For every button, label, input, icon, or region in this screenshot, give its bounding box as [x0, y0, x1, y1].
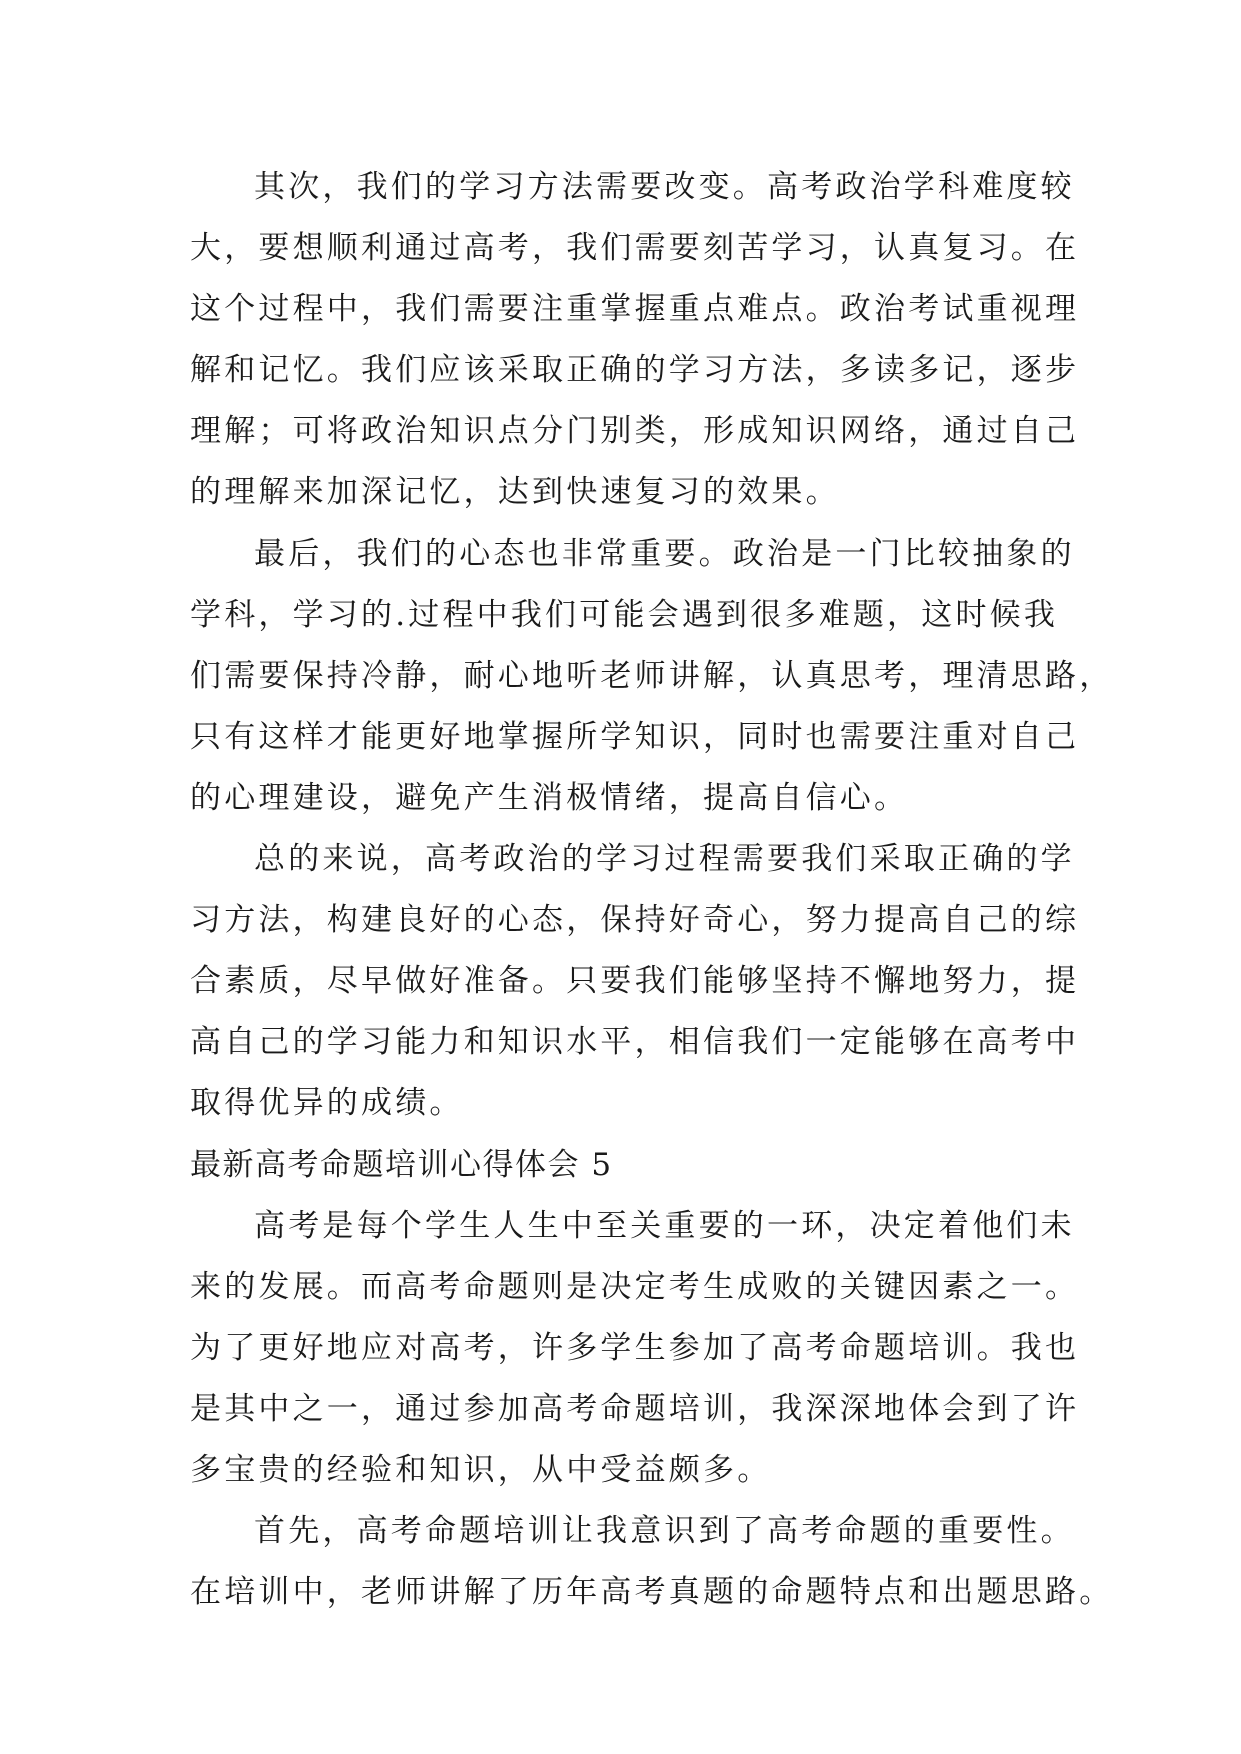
- text-line: 首先，高考命题培训让我意识到了高考命题的重要性。: [254, 1513, 1075, 1550]
- text-line: 在培训中，老师讲解了历年高考真题的命题特点和出题思路。: [190, 1574, 1114, 1611]
- section-heading: [190, 1135, 1050, 1196]
- text-line: 习方法，构建良好的心态，保持好奇心，努力提高自己的综: [190, 902, 1080, 939]
- text-line: 来的发展。而高考命题则是决定考生成败的关键因素之一。: [190, 1268, 1080, 1305]
- paragraph-first: [190, 1501, 1114, 1623]
- text-line: 是其中之一，通过参加高考命题培训，我深深地体会到了许: [190, 1390, 1080, 1427]
- text-line: 解和记忆。我们应该采取正确的学习方法，多读多记，逐步: [190, 352, 1080, 389]
- text-line: 的心理建设，避免产生消极情绪，提高自信心。: [190, 779, 909, 816]
- text-line: 理解；可将政治知识点分门别类，形成知识网络，通过自己: [190, 413, 1080, 450]
- text-line: 合素质，尽早做好准备。只要我们能够坚持不懈地努力，提: [190, 963, 1080, 1000]
- text-line: 高考是每个学生人生中至关重要的一环，决定着他们未: [254, 1207, 1075, 1244]
- text-line: 取得优异的成绩。: [190, 1085, 464, 1122]
- paragraph-summary: [190, 829, 1080, 1134]
- text-line: 最后，我们的心态也非常重要。政治是一门比较抽象的: [254, 535, 1075, 572]
- text-line: 只有这样才能更好地掌握所学知识，同时也需要注重对自己: [190, 718, 1080, 755]
- paragraph-intro: [190, 1196, 1080, 1501]
- text-line: 为了更好地应对高考，许多学生参加了高考命题培训。我也: [190, 1329, 1080, 1366]
- paragraph-study-method: [190, 157, 1080, 524]
- text-line: 高自己的学习能力和知识水平，相信我们一定能够在高考中: [190, 1024, 1080, 1061]
- text-line: 大，要想顺利通过高考，我们需要刻苦学习，认真复习。在: [190, 230, 1080, 267]
- document-body: [190, 157, 1114, 1623]
- text-line: 学科，学习的.过程中我们可能会遇到很多难题，这时候我: [190, 596, 1059, 633]
- text-line: 这个过程中，我们需要注重掌握重点难点。政治考试重视理: [190, 291, 1080, 328]
- text-line: 总的来说，高考政治的学习过程需要我们采取正确的学: [254, 841, 1075, 878]
- text-line: 的理解来加深记忆，达到快速复习的效果。: [190, 474, 840, 511]
- section-heading-text: 最新高考命题培训心得体会 5: [190, 1146, 613, 1183]
- text-line: 其次，我们的学习方法需要改变。高考政治学科难度较: [254, 169, 1075, 205]
- text-line: 多宝贵的经验和知识，从中受益颇多。: [190, 1451, 772, 1488]
- text-line: 们需要保持冷静，耐心地听老师讲解，认真思考，理清思路，: [190, 657, 1114, 694]
- paragraph-mindset: [190, 524, 1114, 829]
